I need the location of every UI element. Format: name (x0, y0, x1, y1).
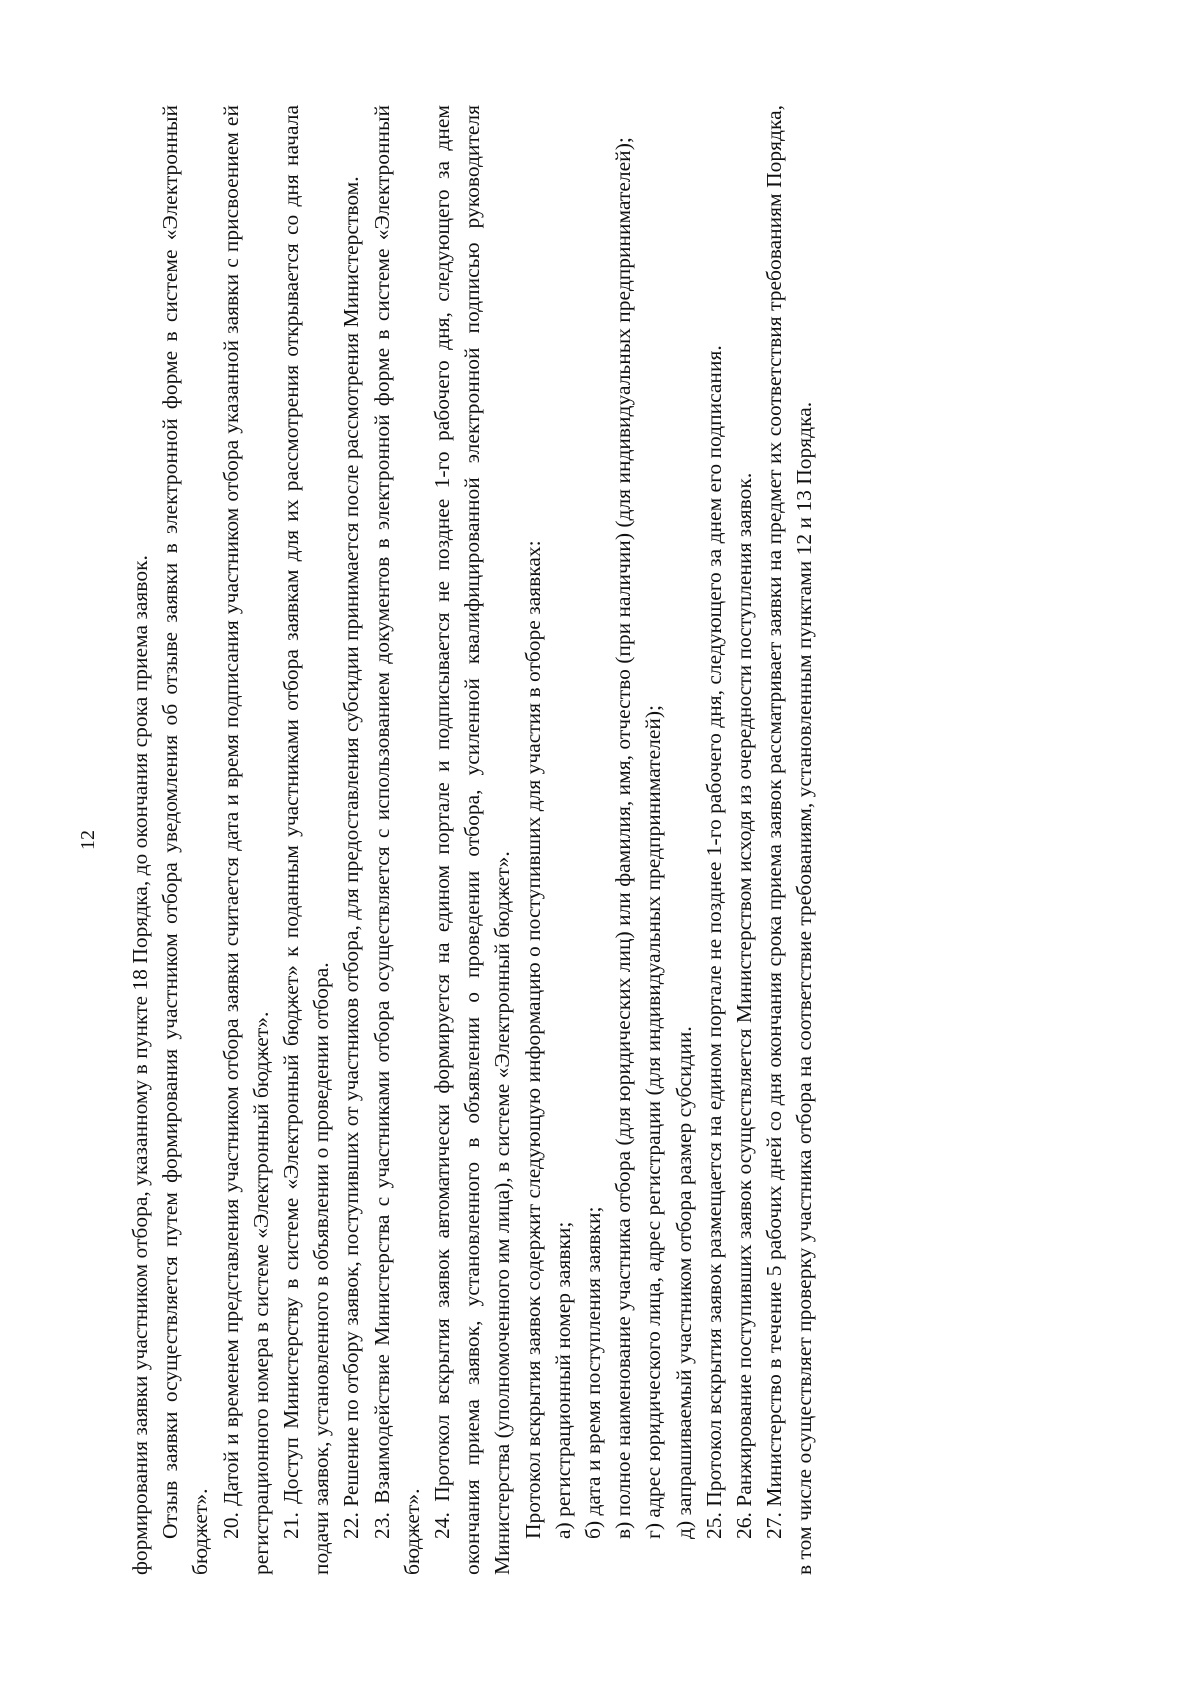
rotated-text-block (77, 105, 1085, 1575)
paragraph-20: 20. Датой и временем представления участником отбора заявки считается дата и время подписания участником отбора указанной заявки с присвоением ей регистрационного номера в системе «Электронный бюджет». (218, 105, 273, 1575)
paragraph-withdrawal: Отзыв заявки осуществляется путем формирования участником отбора уведомления об отзыве заявки в электронной форме в системе «Электронный бюджет». (158, 105, 213, 1575)
paragraph-22: 22. Решение по отбору заявок, поступивших от участников отбора, для предоставления субсидии принимается после рассмотрения Министерством. (339, 176, 364, 1539)
paragraph-25: 25. Протокол вскрытия заявок размещается на едином портале не позднее 1-го рабочего дня, следующего за днем его подписания. (701, 345, 726, 1539)
list-item-a: а) регистрационный номер заявки; (550, 1221, 575, 1539)
paragraph-protocol-contents: Протокол вскрытия заявок содержит следующую информацию о поступивших для участия в отборе заявках: (520, 540, 545, 1539)
list-item-g: г) адрес юридического лица, адрес регистрации (для индивидуальных предпринимателей); (641, 704, 666, 1539)
page-number: 12 (77, 830, 99, 850)
paragraph-continuation: формирования заявки участником отбора, указанному в пункте 18 Порядка, до окончания срока приема заявок. (128, 555, 152, 1575)
paragraph-24: 24. Протокол вскрытия заявок автоматически формируется на едином портале и подписывается не позднее 1-го рабочего дня, следующего за днем окончания приема заявок, установленного в объявлении о проведении отбора, усиленной квалифицированной электронной подписью руководителя Министерства (уполномоченного им лица), в системе «Электронный бюджет». (430, 105, 515, 1575)
paragraph-21: 21. Доступ Министерству в системе «Электронный бюджет» к поданным участниками отбора заявкам для их рассмотрения открывается со дня начала подачи заявок, установленного в объявлении о проведении отбора. (279, 105, 334, 1575)
paragraph-27: 27. Министерство в течение 5 рабочих дней со дня окончания срока приема заявок рассматривает заявки на предмет их соответствия требованиям Порядка, в том числе осуществляет проверку участника отбора на соответствие требованиям, установленным пунктами 12 и 13 Порядка. (762, 105, 817, 1575)
list-item-d: д) запрашиваемый участником отбора размер субсидии. (671, 1026, 696, 1539)
list-item-b: б) дата и время поступления заявки; (581, 1206, 606, 1539)
paragraph-26: 26. Ранжирование поступивших заявок осуществляется Министерством исходя из очередности поступления заявок. (732, 472, 757, 1539)
list-item-v: в) полное наименование участника отбора (для юридических лиц) или фамилия, имя, отчество (при наличии) (для индивидуальных предпринимателей); (611, 137, 636, 1539)
paragraph-23: 23. Взаимодействие Министерства с участниками отбора осуществляется с использованием документов в электронной форме в системе «Электронный бюджет». (369, 105, 424, 1575)
